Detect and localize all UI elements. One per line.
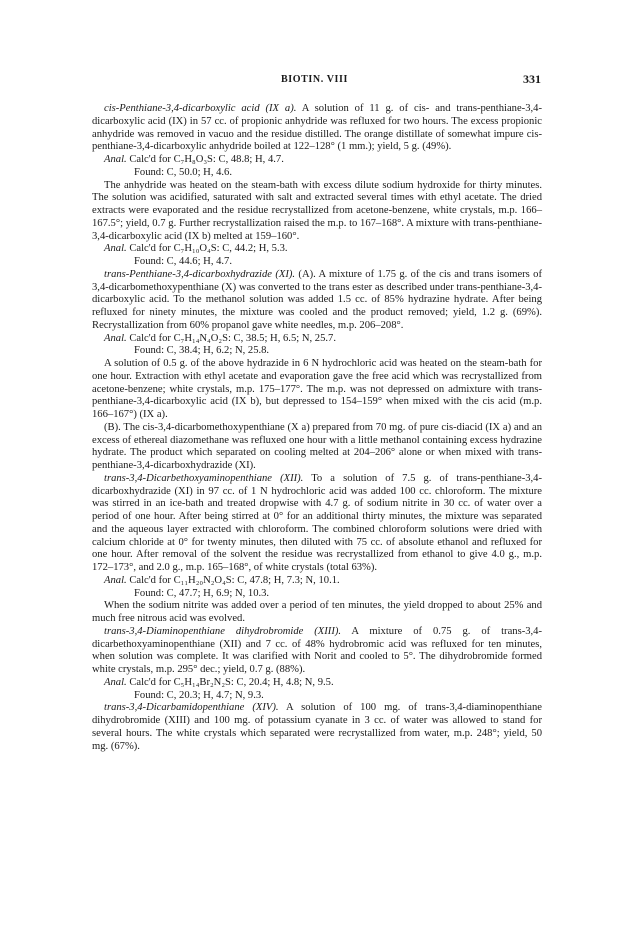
- paragraph-text: A solution of 11 g. of cis- and trans-penthiane-3,4-dicarboxylic acid (IX) in 57 cc. of propionic anhydride was refluxed for two hours. The excess propionic anhydride was removed in vacuo and the residue distilled. The orange distillate of somewhat impure cis-penthiane-3,4-dicarboxylic anhydride boiled at 122–128° (1 mm.); yield, 5 g. (49%).: [92, 103, 542, 153]
- paragraph-dicarboxhydrazide: [92, 269, 542, 333]
- analysis-calculated: [92, 154, 542, 167]
- analysis-text: Calc'd for C₁₁H₂₀N₂O₄S: C, 47.8; H, 7.3; N, 10.1.: [126, 574, 340, 586]
- analysis-calculated: [92, 677, 542, 690]
- analysis-found: Found: C, 44.6; H, 4.7.: [134, 256, 233, 267]
- compound-heading: trans-3,4-Dicarbamidopenthiane (XIV).: [104, 702, 279, 714]
- paragraph-text: A mixture of 0.75 g. of trans-3,4-dicarbethoxyaminopenthiane (XII) and 7 cc. of 48% hydrobromic acid was refluxed for ten minutes, when solution was complete. It was clarified with Norit and cooled to 5°. The dihydrobromide formed white crystals, m.p. 295° dec.; yield, 0.7 g. (88%).: [92, 625, 542, 675]
- analysis-label: Anal.: [104, 574, 127, 586]
- analysis-found: Found: C, 38.4; H, 6.2; N, 25.8.: [134, 345, 270, 357]
- paragraph-text: A solution of 100 mg. of trans-3,4-diaminopenthiane dihydrobromide (XIII) and 100 mg. of potassium cyanate in 3 cc. of water was allowed to stand for several hours. The white crystals which separated were recrystallized from water, m.p. 248°; yield, 50 mg. (67%).: [92, 702, 542, 752]
- analysis-label: Anal.: [104, 676, 127, 688]
- paragraph-text: To a solution of 7.5 g. of trans-penthiane-3,4-dicarboxhydrazide (XI) in 97 cc. of 1 N hydrochloric acid was added 100 cc. chloroform. The mixture was stirred in an ice-bath and treated dropwise with 4.7 g. of sodium nitrite in 30 cc. of water over a period of one hour. After being stirred at 0° for an additional thirty minutes, the mixture was separated and the aqueous layer extracted with chloroform. The combined chloroform solutions were dried with calcium chloride at 0° for twenty minutes, then diluted with 75 cc. of absolute ethanol and refluxed for one hour. After removal of the solvent the residue was recrystallized from ethanol to give 4.0 g., m.p. 172–173°, and 2.0 g., m.p. 165–168°, of white crystals (total 63%).: [92, 472, 543, 573]
- paragraph-hydrazide-hydrolysis: A solution of 0.5 g. of the above hydrazide in 6 N hydrochloric acid was heated on the steam-bath for one hour. Extraction with ethyl acetate and evaporation gave the free acid which was recrystallized from acetone-benzene; white crystals, m.p. 175–177°. The m.p. was not depressed on admixture with trans-penthiane-3,4-dicarboxylic acid (IX b), but depressed to 154–159° when mixed with the cis acid (m.p. 166–167°) (IX a).: [92, 358, 542, 420]
- compound-heading: trans-Penthiane-3,4-dicarboxhydrazide (XI).: [104, 268, 296, 280]
- analysis-found: Found: C, 47.7; H, 6.9; N, 10.3.: [134, 587, 270, 599]
- analysis-label: Anal.: [104, 154, 127, 165]
- paragraph-dicarbethoxyamino: [92, 473, 542, 575]
- paragraph-dicarbamido: [92, 702, 542, 753]
- analysis-found: Found: C, 20.3; H, 4.7; N, 9.3.: [134, 689, 264, 701]
- analysis-calculated: [92, 243, 542, 256]
- compound-heading: trans-3,4-Diaminopenthiane dihydrobromide (XIII).: [104, 625, 342, 637]
- page-number: 331: [523, 72, 541, 86]
- compound-heading: cis-Penthiane-3,4-dicarboxylic acid (IX a).: [104, 103, 297, 114]
- analysis-found: Found: C, 50.0; H, 4.6.: [134, 166, 233, 178]
- analysis-calculated: [92, 575, 542, 588]
- analysis-text: Calc'd for C₅H₁₄Br₂N₂S: C, 20.4; H, 4.8; N, 9.5.: [126, 676, 334, 688]
- analysis-text: Calc'd for C₇H₈O₃S: C, 48.8; H, 4.7.: [126, 154, 284, 165]
- paragraph-diamino-dihydrobromide: [92, 626, 542, 677]
- paragraph-text: (A). A mixture of 1.75 g. of the cis and trans isomers of 3,4-dicarbomethoxypenthiane (X) was converted to the trans ester as described under trans-penthiane-3,4-dicarboxylic acid. To the methanol solution was added 1.5 cc. of 85% hydrazine hydrate. After being refluxed for ninety minutes, the mixture was cooled and the product removed; yield, 1.2 g. (69%). Recrystallization from 60% propanol gave white needles, m.p. 206–208°.: [92, 268, 542, 331]
- paragraph-cis-diacid: [92, 103, 542, 154]
- compound-heading: trans-3,4-Dicarbethoxyaminopenthiane (XII).: [104, 472, 304, 484]
- paragraph-nitrite-note: When the sodium nitrite was added over a period of ten minutes, the yield dropped to about 25% and much free nitrous acid was evolved.: [92, 600, 542, 624]
- running-header: [0, 74, 629, 88]
- paragraph-anhydride-hydrolysis: The anhydride was heated on the steam-bath with excess dilute sodium hydroxide for thirty minutes. The solution was acidified, saturated with salt and extracted several times with ethyl acetate. The dried extracts were evaporated and the residue recrystallized from acetone-benzene, white crystals, m.p. 166–167.5°; yield, 0.7 g. Further recrystallization raised the m.p. to 167–168°. A mixture with trans-penthiane-3,4-dicarboxylic acid (IX b) melted at 159–160°.: [92, 179, 542, 242]
- analysis-text: Calc'd for C₇H₁₄N₄O₂S: C, 38.5; H, 6.5; N, 25.7.: [126, 332, 336, 344]
- analysis-calculated: [92, 333, 542, 346]
- analysis-label: Anal.: [104, 332, 127, 344]
- analysis-text: Calc'd for C₇H₁₀O₄S: C, 44.2; H, 5.3.: [126, 243, 288, 255]
- running-title: BIOTIN. VIII: [280, 74, 349, 85]
- analysis-label: Anal.: [104, 243, 127, 255]
- paragraph-method-b: (B). The cis-3,4-dicarbomethoxypenthiane (X a) prepared from 70 mg. of pure cis-diacid (IX a) and an excess of ethereal diazomethane was refluxed one hour with a little methanol containing excess hydrazine hydrate. The product which separated on cooling melted at 204–206° alone or when mixed with trans-penthiane-3,4-dicarboxhydrazide (XI).: [92, 421, 542, 471]
- article-body: [92, 103, 542, 753]
